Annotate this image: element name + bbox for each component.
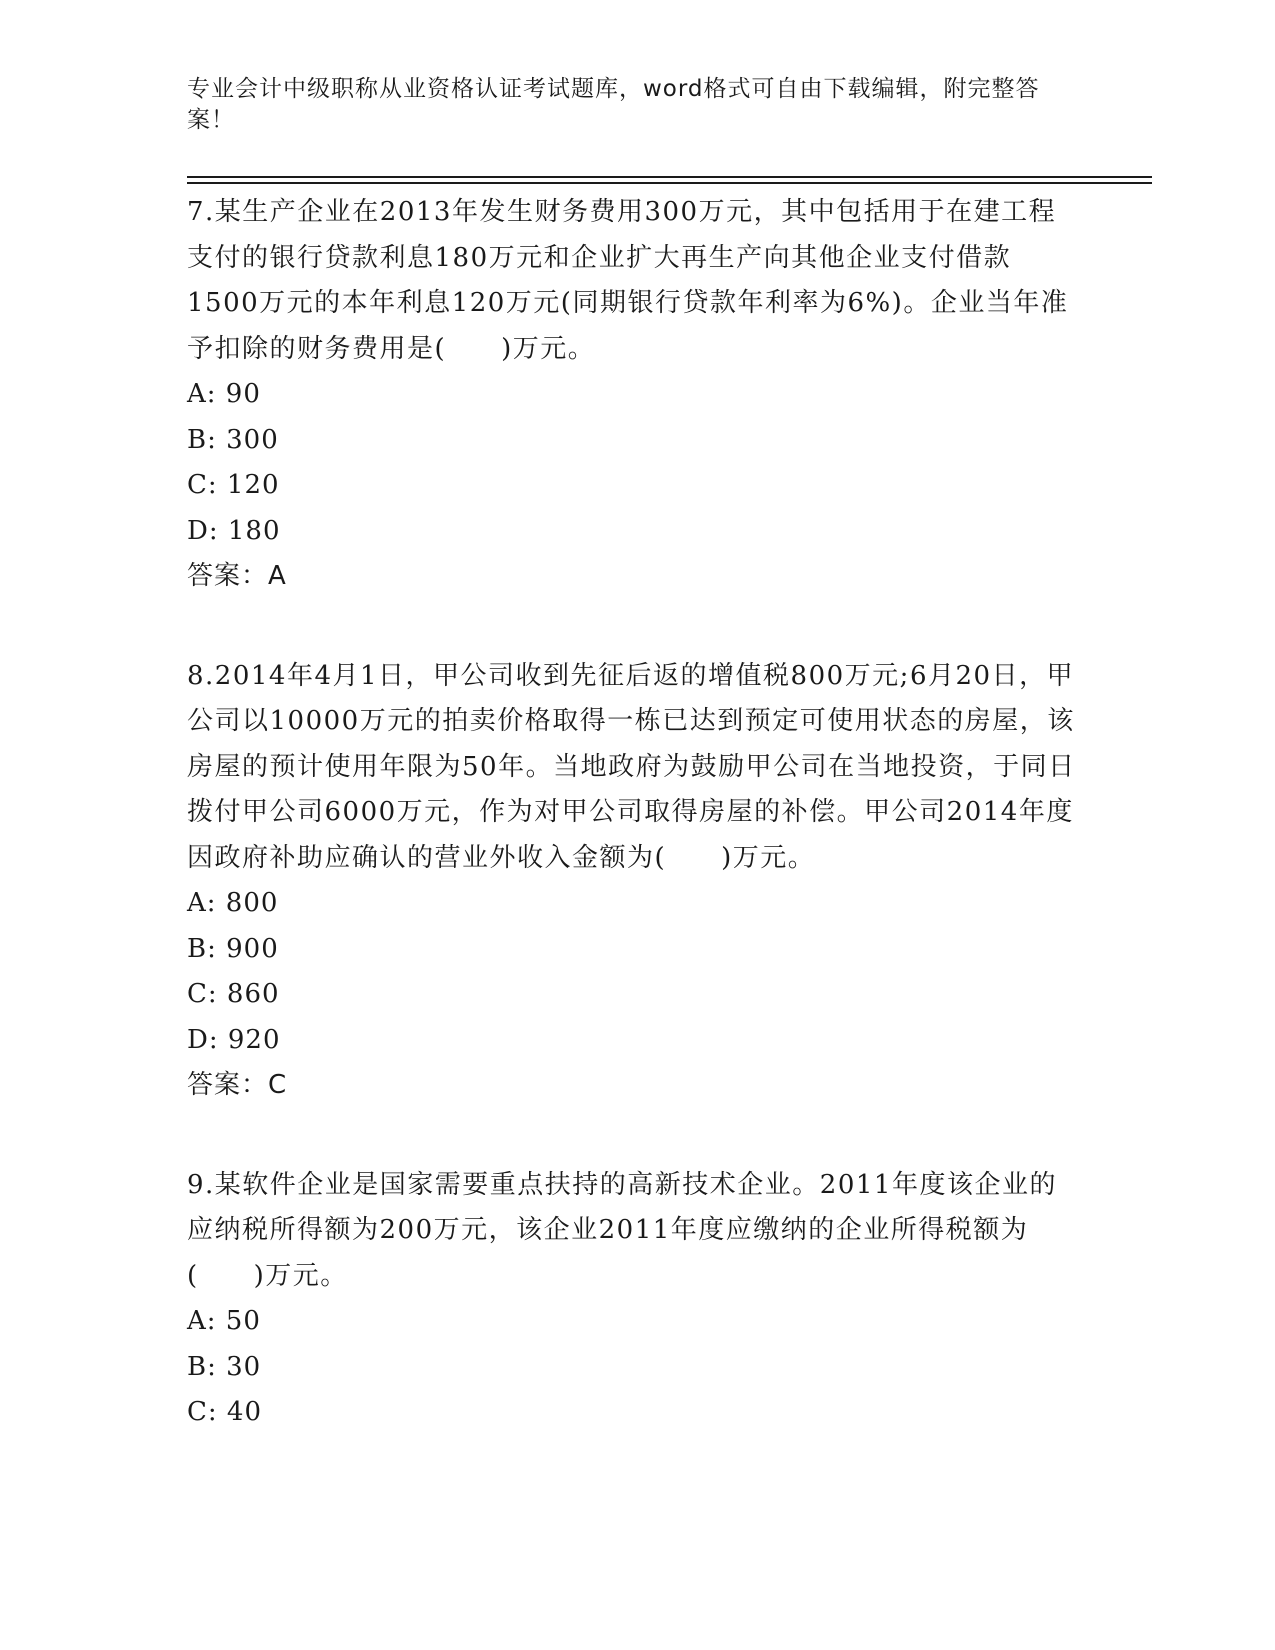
document-header-note: 专业会计中级职称从业资格认证考试题库，word格式可自由下载编辑，附完整答案！: [187, 76, 1040, 133]
question-text: 8.2014年4月1日，甲公司收到先征后返的增值税800万元;6月20日，甲公司以10000万元的拍卖价格取得一栋已达到预定可使用状态的房屋，该房屋的预计使用年限为50年。当地政府为鼓励甲公司在当地投资，于同日拨付甲公司6000万元，作为对甲公司取得房屋的补偿。甲公司2014年度因政府补助应确认的营业外收入金额为( )万元。: [187, 660, 1076, 873]
option-a: A: 800: [187, 888, 279, 918]
option-b: B: 300: [187, 424, 279, 455]
question-text: 7.某生产企业在2013年发生财务费用300万元，其中包括用于在建工程支付的银行贷款利息180万元和企业扩大再生产向其他企业支付借款1500万元的本年利息120万元(同期银行贷款年利率为6%)。企业当年准予扣除的财务费用是( )万元。: [187, 197, 1069, 364]
question-9: [187, 1163, 1077, 1436]
option-a: A: 90: [187, 379, 261, 409]
question-8: [187, 654, 1077, 1109]
header-divider-top: [187, 176, 1152, 178]
header-divider-bottom: [187, 182, 1152, 184]
option-b: B: 900: [187, 933, 279, 964]
option-c: C: 120: [187, 470, 280, 500]
option-c: C: 40: [187, 1397, 263, 1427]
option-list: [187, 372, 1077, 554]
option-b: B: 30: [187, 1351, 262, 1382]
option-d: D: 920: [187, 1024, 281, 1055]
answer-label: 答案：C: [187, 1070, 288, 1100]
question-list: [187, 190, 1077, 1490]
option-a: A: 50: [187, 1306, 261, 1336]
option-c: C: 860: [187, 979, 280, 1009]
question-text: 9.某软件企业是国家需要重点扶持的高新技术企业。2011年度该企业的应纳税所得额为200万元，该企业2011年度应缴纳的企业所得税额为( )万元。: [187, 1169, 1057, 1291]
option-list: [187, 1299, 1077, 1436]
answer-label: 答案：A: [187, 561, 287, 591]
question-7: [187, 190, 1077, 600]
option-list: [187, 881, 1077, 1063]
option-d: D: 180: [187, 515, 281, 546]
